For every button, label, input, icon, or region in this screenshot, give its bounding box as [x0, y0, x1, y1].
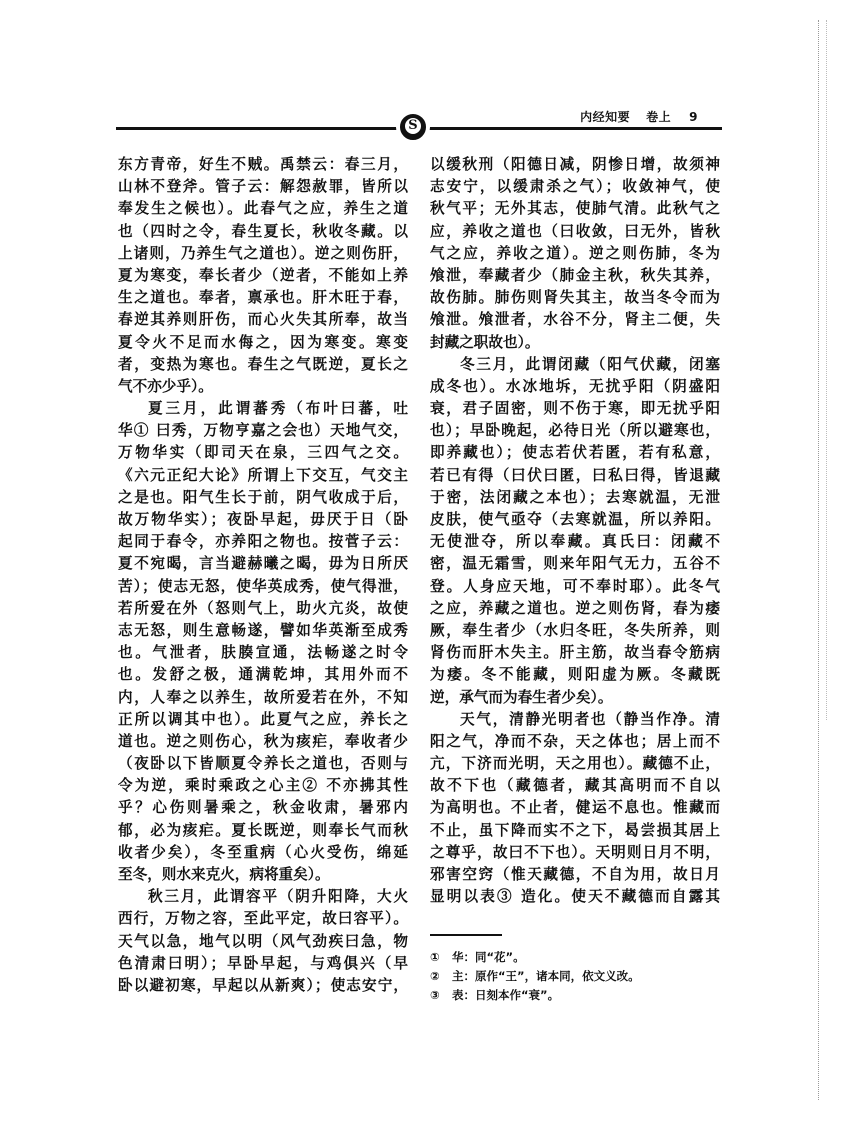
text-line: 无使泄夺，所以奉藏。真氏曰：闭藏不: [430, 533, 720, 551]
text-line: 至冬，则水来克火，病将重矣）。: [118, 866, 330, 883]
footnote-text: 表：日刻本作“衰”。: [452, 988, 560, 1002]
text-line: 为痿。冬不能藏，则阳虚为厥。冬藏既: [430, 666, 720, 684]
text-line: 之是也。阳气生长于前，阴气收成于后，: [118, 488, 408, 506]
text-line: （夜卧以下皆顺夏令养长之道也，否则与: [118, 755, 408, 773]
text-line: 色清肃曰明）；早卧早起，与鸡俱兴（早: [118, 954, 408, 972]
text-line: 收者少矣），冬至重病（心火受伤，绵延: [118, 843, 408, 861]
text-line: 天气，清静光明者也（静当作净。清: [460, 710, 720, 728]
text-line: 也（四时之令，春生夏长，秋收冬藏。以: [118, 222, 408, 240]
text-line: 道也。逆之则伤心，秋为痎疟，奉收者少: [118, 732, 408, 750]
footnote-text: 华：同“花”。: [452, 950, 525, 964]
text-line: 厥，奉生者少（水归冬旺，冬失所养，则: [430, 621, 720, 639]
text-line: 封藏之职故也）。: [430, 333, 540, 351]
footnote-rule: [430, 934, 502, 936]
text-line: 苦）；使志无怒，使华英成秀，使气得泄，: [118, 577, 408, 595]
text-line: 春逆其养则肝伤，而心火失其所奉，故当: [118, 311, 408, 329]
text-line: 若所爱在外（怒则气上，助火亢炎，故使: [118, 599, 408, 617]
page-header: [116, 108, 722, 132]
text-line: 之尊乎，故曰不下也）。天明则日月不明，: [430, 843, 720, 861]
text-line: 夏三月，此谓蕃秀（布叶曰蕃，吐: [148, 400, 408, 418]
text-line: 登。人身应天地，可不奉时耶）。此冬气: [430, 577, 720, 595]
emblem-letter: S: [405, 118, 421, 134]
footnote-mark: ①: [430, 950, 440, 964]
text-line: 郁，必为痎疟。夏长既逆，则奉长气而秋: [118, 821, 408, 839]
text-line: 内，人奉之以养生，故所爱若在外，不知: [118, 688, 408, 706]
text-line: 也）；早卧晚起，必待日光（所以避寒也，: [430, 422, 720, 440]
text-line: 者，变热为寒也。春生之气既逆，夏长之: [118, 355, 408, 373]
text-line: 故万物华实）；夜卧早起，毋厌于日（卧: [118, 511, 408, 528]
text-line: 夏令火不足而水侮之，因为寒变。寒变: [118, 333, 408, 351]
scan-edge-artifact: [818, 20, 819, 1100]
text-line: 秋三月，此谓容平（阴升阳降，大火: [148, 888, 408, 906]
text-line: 不止，虽下降而实不之下，曷尝损其居上: [430, 821, 720, 839]
left-text-column: [118, 154, 408, 997]
text-line: 气不亦少乎）。: [118, 377, 213, 395]
text-line: 山林不登斧。管子云：解怨赦罪，皆所以: [118, 178, 408, 196]
text-line: 飧泄，奉藏者少（肺金主秋，秋失其养，: [430, 266, 720, 284]
text-line: 故伤肺。肺伤则肾失其主，故当冬令而为: [430, 289, 720, 307]
text-line: 为高明也。不止者，健运不息也。惟藏而: [430, 799, 720, 817]
footnote: [430, 986, 640, 1005]
text-line: 故不下也（藏德者，藏其高明而不自以: [430, 777, 720, 795]
text-line: 生之道也。奉者，禀承也。肝木旺于春，: [118, 289, 408, 307]
text-line: 以缓秋刑（阳德日减，阴惨日增，故须神: [430, 156, 720, 173]
text-line: 志无怒，则生意畅遂，譬如华英渐至成秀: [118, 621, 408, 639]
text-line: 阳之气，净而不杂，天之体也；居上而不: [430, 732, 720, 750]
text-line: 衰，君子固密，则不伤于寒，即无扰乎阳: [430, 400, 720, 418]
text-line: 志安宁，以缓肃杀之气）；收敛神气，使: [430, 178, 720, 196]
text-line: 肾伤而肝木失主。肝主筋，故当春令筋病: [430, 644, 720, 662]
text-line: 亢，下济而光明，天之用也）。藏德不止，: [430, 755, 720, 773]
footnote: [430, 948, 640, 967]
footnote-mark: ③: [430, 988, 440, 1002]
footnote-mark: ②: [430, 969, 440, 983]
text-line: 令为逆，乘时乘政之心主② 不亦拂其性: [118, 777, 408, 795]
text-line: 显明以表③ 造化。使天不藏德而自露其: [430, 888, 720, 906]
text-line: 东方青帝，好生不贼。禹禁云：春三月，: [118, 156, 408, 173]
text-line: 也。发舒之极，通满乾坤，其用外而不: [118, 666, 408, 684]
text-line: 皮肤，使气亟夺（去寒就温，所以养阳。: [430, 511, 720, 528]
text-line: 奉发生之候也）。此春气之应，养生之道: [118, 200, 408, 218]
text-line: 起同于春令，亦养阳之物也。按菅子云：: [118, 533, 408, 551]
right-text-column: [430, 154, 720, 908]
book-title: 内经知要: [580, 110, 631, 124]
text-line: 即养藏也）；使志若伏若匿，若有私意，: [430, 444, 720, 462]
scan-edge-artifact: [826, 20, 827, 720]
text-line: 气之应，养收之道）。逆之则伤肺，冬为: [430, 244, 720, 262]
text-line: 之应，养藏之道也。逆之则伤肾，春为痿: [430, 599, 720, 617]
text-line: 逆，承气而为春生者少矣）。: [430, 688, 613, 706]
text-line: 成冬也）。水冰地坼，无扰乎阳（阴盛阳: [430, 377, 720, 395]
page-number: 9: [689, 110, 698, 124]
text-line: 应，养收之道也（曰收敛，曰无外，皆秋: [430, 222, 720, 240]
text-line: 夏为寒变，奉长者少（逆者，不能如上养: [118, 266, 408, 284]
text-line: 密，温无霜雪，则来年阳气无力，五谷不: [430, 555, 720, 573]
text-line: 若已有得（曰伏曰匿，曰私曰得，皆退藏: [430, 466, 720, 484]
text-line: 飧泄。飧泄者，水谷不分，肾主二便，失: [430, 311, 720, 329]
footnotes: [430, 948, 640, 1005]
volume-label: 卷上: [646, 110, 672, 124]
text-line: 正所以调其中也）。此夏气之应，养长之: [118, 710, 408, 728]
text-line: 万物华实（即司天在泉，三四气之交。: [118, 444, 408, 462]
text-line: 华① 曰秀，万物亨嘉之会也）天地气交，: [118, 422, 408, 440]
footnote: [430, 967, 640, 986]
text-line: 夏不宛暍，言当避赫曦之暍，毋为日所厌: [118, 555, 408, 573]
footnote-text: 主：原作“王”，诸本同，依文义改。: [452, 969, 640, 983]
text-line: 卧以避初寒，早起以从新爽）；使志安宁，: [118, 976, 408, 994]
publisher-emblem-icon: [398, 112, 428, 142]
text-line: 《六元正纪大论》所谓上下交互，气交主: [118, 466, 408, 484]
text-line: 秋气平；无外其志，使肺气清。此秋气之: [430, 200, 720, 218]
text-line: 乎？心伤则暑乘之，秋金收肃，暑邪内: [118, 799, 408, 817]
text-line: 天气以急，地气以明（风气劲疾曰急，物: [118, 932, 408, 950]
text-line: 上诸则，乃养生气之道也）。逆之则伤肝，: [118, 244, 408, 262]
text-line: 也。气泄者，肤腠宣通，法畅遂之时令: [118, 644, 408, 662]
text-line: 邪害空窍（惟天藏德，不自为用，故日月: [430, 866, 720, 883]
text-line: 西行，万物之容，至此平定，故曰容平）。: [118, 910, 408, 928]
running-head: [580, 108, 698, 125]
text-line: 冬三月，此谓闭藏（阳气伏藏，闭塞: [460, 355, 720, 373]
text-line: 于密，法闭藏之本也）；去寒就温，无泄: [430, 488, 720, 506]
